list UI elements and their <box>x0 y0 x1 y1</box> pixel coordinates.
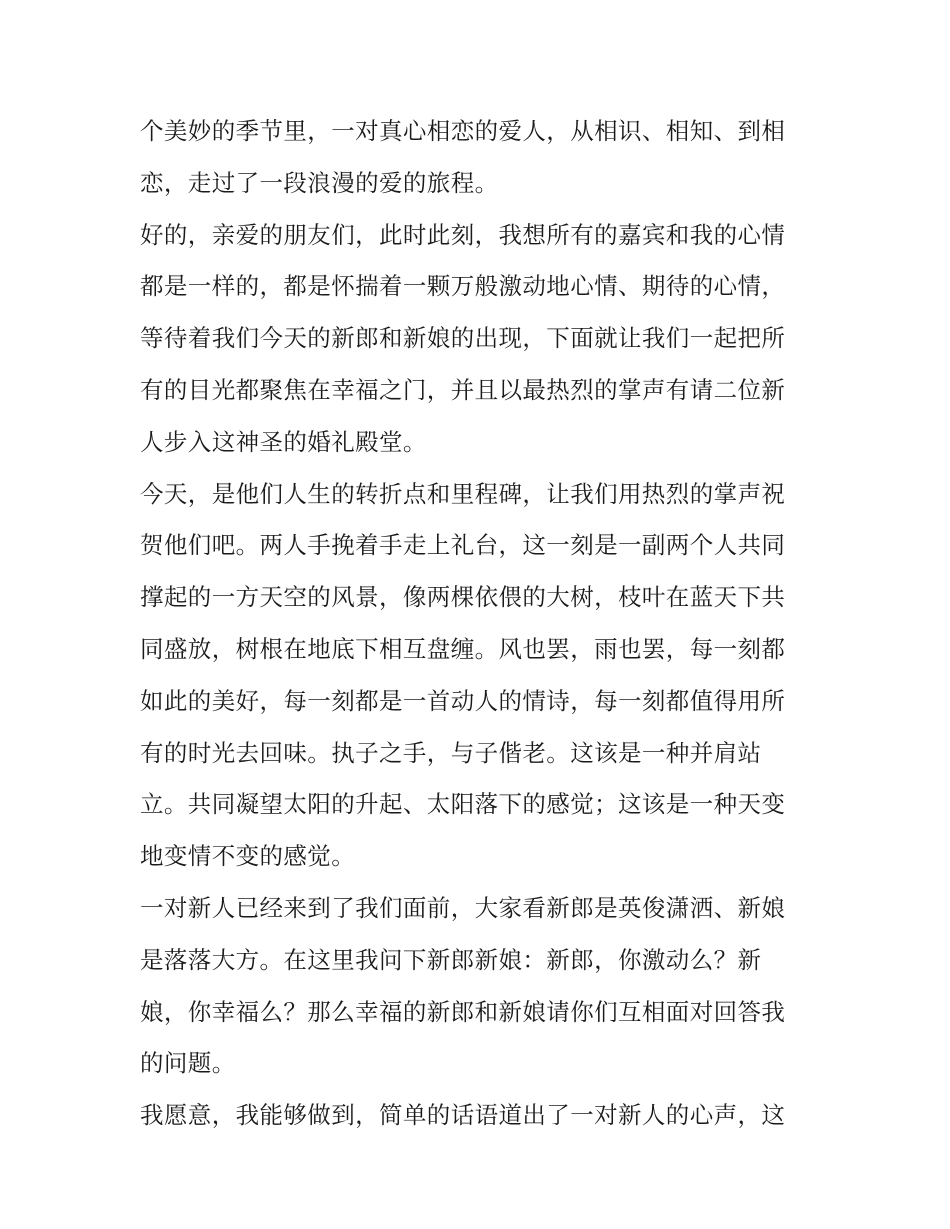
text-line-20: 我愿意，我能够做到，简单的话语道出了一对新人的心声，这 <box>140 1101 786 1130</box>
text-line-7: 人步入这神圣的婚礼殿堂。 <box>140 427 427 456</box>
text-line-13: 有的时光去回味。执子之手，与子偕老。这该是一种并肩站 <box>140 738 762 767</box>
text-line-12: 如此的美好，每一刻都是一首动人的情诗，每一刻都值得用所 <box>140 686 786 715</box>
text-line-11: 同盛放，树根在地底下相互盘缠。风也罢，雨也罢，每一刻都 <box>140 634 786 663</box>
text-line-14: 立。共同凝望太阳的升起、太阳落下的感觉；这该是一种天变 <box>140 790 786 819</box>
document-body <box>140 106 820 1142</box>
text-line-16: 一对新人已经来到了我们面前，大家看新郎是英俊潇洒、新娘 <box>140 893 786 922</box>
text-line-10: 撑起的一方天空的风景，像两棵依偎的大树，枝叶在蓝天下共 <box>140 583 786 612</box>
text-line-6: 有的目光都聚焦在幸福之门，并且以最热烈的掌声有请二位新 <box>140 375 786 404</box>
text-line-8: 今天，是他们人生的转折点和里程碑，让我们用热烈的掌声祝 <box>140 479 786 508</box>
text-line-5: 等待着我们今天的新郎和新娘的出现，下面就让我们一起把所 <box>140 324 786 353</box>
text-line-17: 是落落大方。在这里我问下新郎新娘：新郎，你激动么？新 <box>140 945 762 974</box>
text-line-3: 好的，亲爱的朋友们，此时此刻，我想所有的嘉宾和我的心情 <box>140 220 786 249</box>
text-line-18: 娘，你幸福么？那么幸福的新郎和新娘请你们互相面对回答我 <box>140 997 786 1026</box>
text-line-15: 地变情不变的感觉。 <box>140 842 356 871</box>
text-line-1: 个美妙的季节里，一对真心相恋的爱人，从相识、相知、到相 <box>140 117 786 145</box>
text-line-19: 的问题。 <box>140 1049 236 1078</box>
text-line-4: 都是一样的，都是怀揣着一颗万般激动地心情、期待的心情， <box>140 272 786 301</box>
text-line-2: 恋，走过了一段浪漫的爱的旅程。 <box>140 168 499 197</box>
text-line-9: 贺他们吧。两人手挽着手走上礼台，这一刻是一副两个人共同 <box>140 531 786 560</box>
